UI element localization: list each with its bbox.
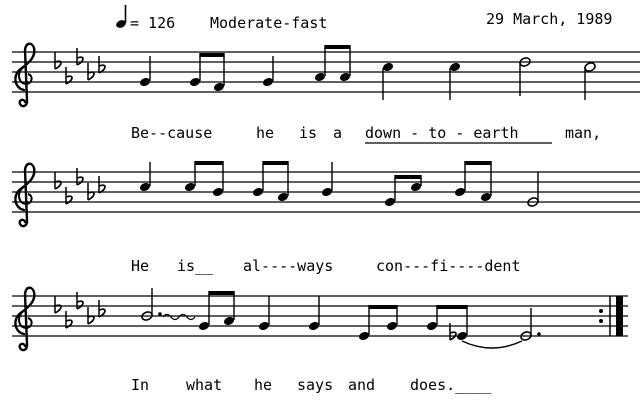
lyric-word: Be--cause xyxy=(131,124,213,142)
lyric-word: says xyxy=(297,376,334,394)
treble-clef-icon xyxy=(15,164,34,226)
lyric-word: a xyxy=(333,124,343,142)
lyric-word: con---fi----dent xyxy=(376,257,521,275)
notes xyxy=(139,161,539,207)
notes xyxy=(141,288,541,348)
lyric-word: He xyxy=(131,257,150,275)
lyric-word-underlined: down - to - earth xyxy=(365,124,519,142)
lyrics-line-2 xyxy=(131,257,521,275)
lyric-word: does.____ xyxy=(410,376,492,394)
tempo-marking: = 126 xyxy=(130,14,176,32)
staff-system-2 xyxy=(12,161,640,226)
key-signature xyxy=(55,292,105,328)
lyric-word: and xyxy=(348,376,376,394)
lyrics-line-1 xyxy=(131,124,601,143)
tempo-note-icon xyxy=(115,5,127,29)
lyric-word: man, xyxy=(565,124,602,142)
lyric-word: is__ xyxy=(177,257,214,275)
lyric-word: al----ways xyxy=(243,257,334,275)
lyric-word: he xyxy=(256,124,275,142)
staff-system-3 xyxy=(12,288,628,350)
lyric-word: he xyxy=(254,376,273,394)
tie-icon xyxy=(462,341,522,348)
glissando-line xyxy=(163,315,195,320)
staff-lines xyxy=(12,296,628,336)
date: 29 March, 1989 xyxy=(486,10,613,28)
lyric-word: is xyxy=(299,124,318,142)
lyrics-line-3 xyxy=(131,376,492,394)
lyric-word: In xyxy=(131,376,150,394)
staff-lines xyxy=(12,52,640,92)
lyric-word: what xyxy=(186,376,223,394)
staff-system-1 xyxy=(12,44,640,106)
key-signature xyxy=(55,48,105,84)
treble-clef-icon xyxy=(15,288,34,350)
key-signature xyxy=(55,168,105,204)
treble-clef-icon xyxy=(15,44,34,106)
tempo-text: Moderate-fast xyxy=(210,14,328,32)
